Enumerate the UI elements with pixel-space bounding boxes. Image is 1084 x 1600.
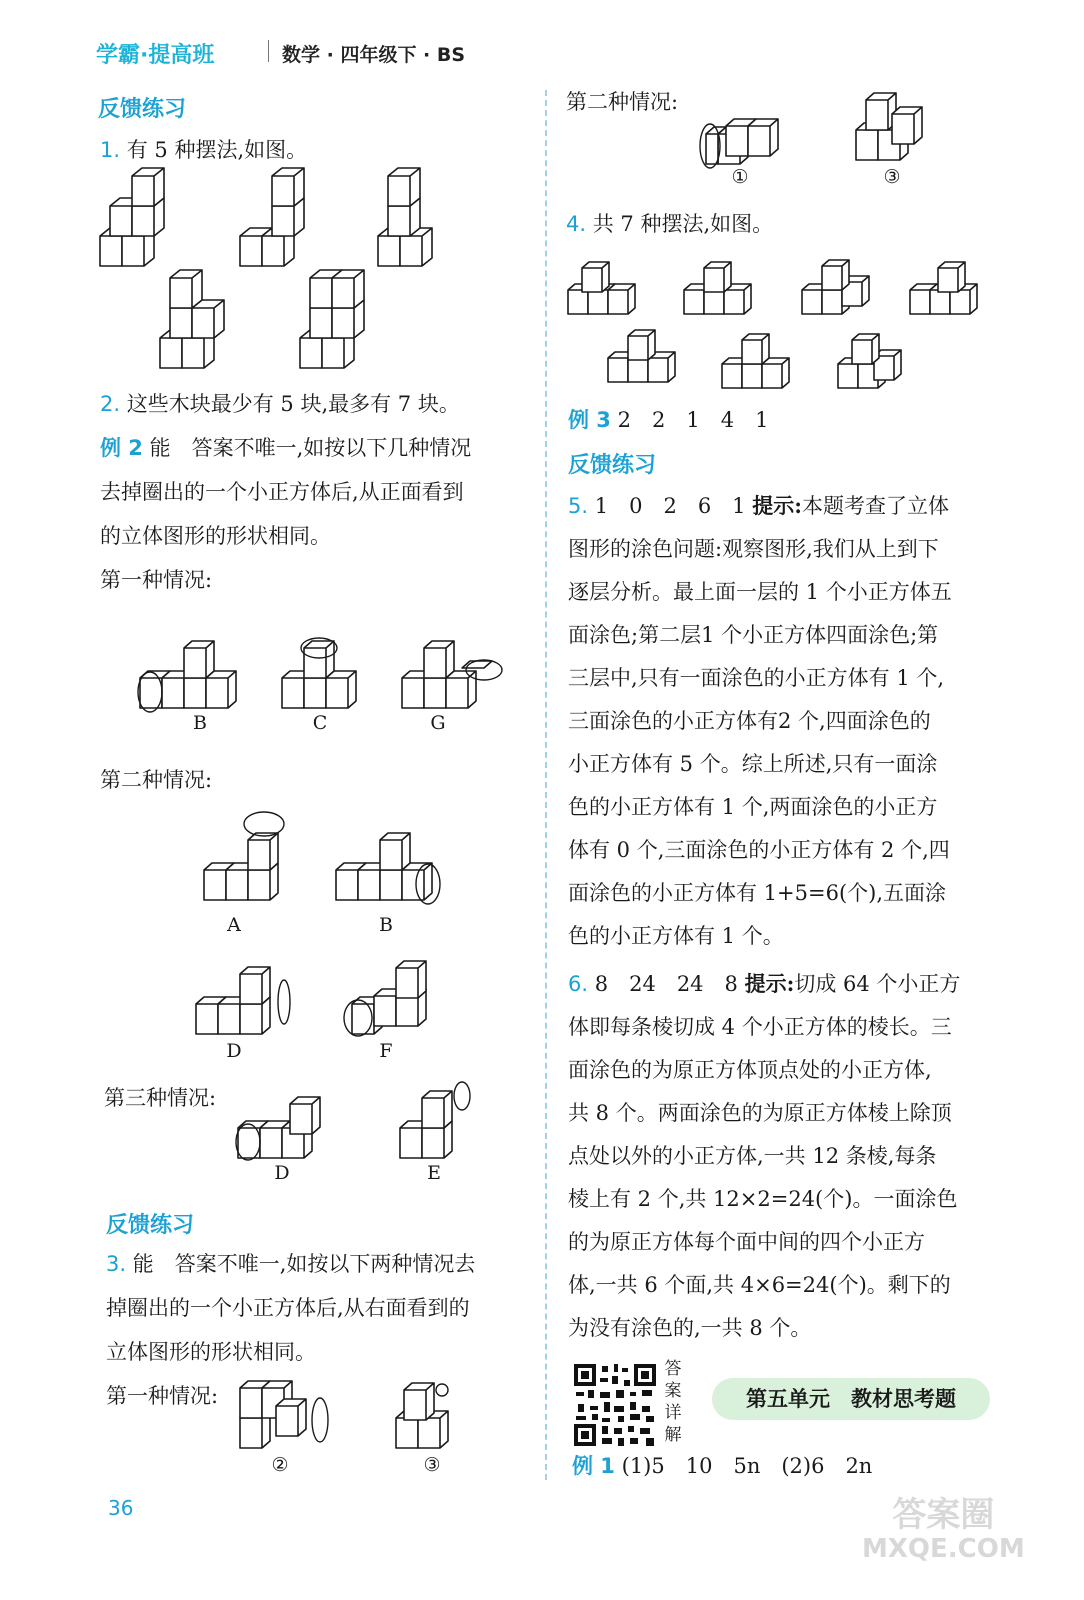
watermark-top: 答案圈 xyxy=(892,1495,995,1535)
hint-line: 体,一共 6 个面,共 4×6=24(个)。剩下的 xyxy=(568,1273,951,1297)
section-title-feedback-1: 反馈练习 xyxy=(98,97,187,122)
example-2-line-1 xyxy=(100,426,471,470)
figure-caption: F xyxy=(379,1040,393,1062)
page-number: 36 xyxy=(108,1496,134,1520)
hint-line: 面涂色;第二层1 个小正方体四面涂色;第 xyxy=(568,623,939,647)
question-text: 这些木块最少有 5 块,最多有 7 块。 xyxy=(126,392,460,416)
question-text: 共 7 种摆法,如图。 xyxy=(592,212,774,236)
figure-caption: ③ xyxy=(883,166,901,188)
hint-line: 体有 0 个,三面涂色的小正方体有 2 个,四 xyxy=(568,838,950,862)
hint-line: 图形的涂色问题:观察图形,我们从上到下 xyxy=(568,537,939,561)
section-title-feedback-right: 反馈练习 xyxy=(568,453,657,478)
cube-figure xyxy=(396,1080,480,1160)
q3-case-1-heading: 第一种情况: xyxy=(106,1384,219,1408)
section-title-feedback-2: 反馈练习 xyxy=(106,1213,195,1238)
hint-label: 提示: xyxy=(752,493,802,518)
case-2-heading: 第二种情况: xyxy=(100,768,213,792)
question-5-line-1 xyxy=(568,484,949,528)
hint-line: 共 8 个。两面涂色的为原正方体棱上除顶 xyxy=(568,1101,952,1125)
right-case-2-heading: 第二种情况: xyxy=(566,90,679,114)
question-answer: 8 24 24 8 xyxy=(594,972,738,996)
hint-line: 色的小正方体有 1 个,两面涂色的小正方 xyxy=(568,795,938,819)
hint-line: 为没有涂色的,一共 8 个。 xyxy=(568,1316,812,1340)
example-2-line-3: 的立体图形的形状相同。 xyxy=(100,524,331,548)
cube-figure xyxy=(374,180,454,272)
cube-figure xyxy=(392,1378,472,1450)
book-subtitle: 数学 · 四年级下 · BS xyxy=(282,44,466,66)
question-number: 5. xyxy=(568,494,589,518)
cube-figure xyxy=(680,258,756,314)
hint-line: 的为原正方体每个面中间的四个小正方 xyxy=(568,1230,925,1254)
qr-caption-char: 答 xyxy=(664,1359,682,1379)
cube-figure xyxy=(96,180,176,272)
figure-caption: A xyxy=(227,914,241,936)
hint-line: 体即每条棱切成 4 个小正方体的棱长。三 xyxy=(568,1015,952,1039)
hint-line: 逐层分析。最上面一层的 1 个小正方体五 xyxy=(568,580,952,604)
figure-caption: ③ xyxy=(423,1454,441,1476)
figure-caption: G xyxy=(430,712,446,734)
figure-caption: B xyxy=(379,914,393,936)
cube-figure xyxy=(156,282,236,374)
question-number: 1. xyxy=(100,138,121,162)
cube-figure xyxy=(134,644,252,710)
hint-line: 棱上有 2 个,共 12×2=24(个)。一面涂色 xyxy=(568,1187,958,1211)
hint-text: 本题考查了立体 xyxy=(802,494,949,518)
figure-caption: C xyxy=(312,712,328,734)
hint-line: 三面涂色的小正方体有2 个,四面涂色的 xyxy=(568,709,931,733)
hint-line: 点处以外的小正方体,一共 12 条棱,每条 xyxy=(568,1144,937,1168)
cube-figure xyxy=(192,968,302,1038)
question-number: 2. xyxy=(100,392,121,416)
question-answer: 1 0 2 6 1 xyxy=(594,494,746,518)
hint-line: 小正方体有 5 个。综上所述,只有一面涂 xyxy=(568,752,938,776)
example-1 xyxy=(572,1444,872,1488)
question-text: 有 5 种摆法,如图。 xyxy=(126,138,308,162)
question-number: 4. xyxy=(566,212,587,236)
cube-figure xyxy=(718,326,794,388)
figure-caption: ① xyxy=(731,166,749,188)
hint-text: 切成 64 个小正方 xyxy=(794,972,961,996)
cube-figure xyxy=(798,252,874,314)
question-4 xyxy=(566,202,773,246)
cube-figure xyxy=(834,326,910,388)
example-text: 能 答案不唯一,如按以下几种情况 xyxy=(149,436,472,460)
figure-caption: D xyxy=(274,1162,290,1184)
figure-caption: ② xyxy=(271,1454,289,1476)
example-answer: 2 2 1 4 1 xyxy=(617,408,769,432)
figure-caption: E xyxy=(427,1162,441,1184)
question-3-line-2: 掉圈出的一个小正方体后,从右面看到的 xyxy=(106,1296,470,1320)
cube-figure xyxy=(278,618,368,710)
cube-figure xyxy=(906,258,986,314)
question-3-line-3: 立体图形的形状相同。 xyxy=(106,1340,316,1364)
cube-figure xyxy=(398,644,508,710)
question-3-line-1 xyxy=(106,1242,475,1286)
qr-code[interactable] xyxy=(572,1362,658,1448)
qr-caption-char: 详 xyxy=(664,1403,682,1423)
cube-figure xyxy=(296,282,376,374)
question-number: 3. xyxy=(106,1252,127,1276)
example-2-line-2: 去掉圈出的一个小正方体后,从正面看到 xyxy=(100,480,464,504)
watermark-bottom: MXQE.COM xyxy=(862,1534,1025,1564)
question-1 xyxy=(100,128,307,172)
header-divider xyxy=(268,40,269,62)
brand-logo: 学霸·提高班 xyxy=(96,43,215,68)
question-2 xyxy=(100,382,460,426)
hint-line: 面涂色的小正方体有 1+5=6(个),五面涂 xyxy=(568,881,947,905)
cube-figure xyxy=(692,108,782,166)
case-3-heading: 第三种情况: xyxy=(104,1086,217,1110)
cube-figure xyxy=(200,806,296,902)
cube-figure xyxy=(332,836,452,902)
example-label: 例 2 xyxy=(100,436,143,460)
column-divider xyxy=(545,90,547,1480)
qr-caption-char: 案 xyxy=(664,1381,682,1401)
cube-figure xyxy=(338,962,448,1038)
example-label: 例 3 xyxy=(568,408,611,432)
question-6-line-1 xyxy=(568,962,960,1006)
watermark xyxy=(862,1496,1025,1564)
figure-caption: D xyxy=(226,1040,242,1062)
cube-figure xyxy=(604,326,684,384)
hint-line: 三层中,只有一面涂色的小正方体有 1 个, xyxy=(568,666,945,690)
qr-caption-char: 解 xyxy=(664,1425,682,1445)
cube-figure xyxy=(236,180,316,272)
unit-banner: 第五单元 教材思考题 xyxy=(712,1378,990,1420)
example-answer: (1)5 10 5n (2)6 2n xyxy=(621,1454,873,1478)
hint-line: 面涂色的为原正方体顶点处的小正方体, xyxy=(568,1058,932,1082)
case-1-heading: 第一种情况: xyxy=(100,568,213,592)
cube-figure xyxy=(852,82,932,162)
cube-figure xyxy=(236,1382,336,1450)
figure-caption: B xyxy=(193,712,207,734)
qr-caption xyxy=(662,1358,684,1446)
hint-line: 色的小正方体有 1 个。 xyxy=(568,924,784,948)
cube-figure xyxy=(234,1096,334,1160)
hint-label: 提示: xyxy=(744,971,795,996)
question-text: 能 答案不唯一,如按以下两种情况去 xyxy=(132,1252,476,1276)
example-3 xyxy=(568,398,768,442)
cube-figure xyxy=(564,258,640,314)
example-label: 例 1 xyxy=(572,1454,615,1478)
question-number: 6. xyxy=(568,972,589,996)
